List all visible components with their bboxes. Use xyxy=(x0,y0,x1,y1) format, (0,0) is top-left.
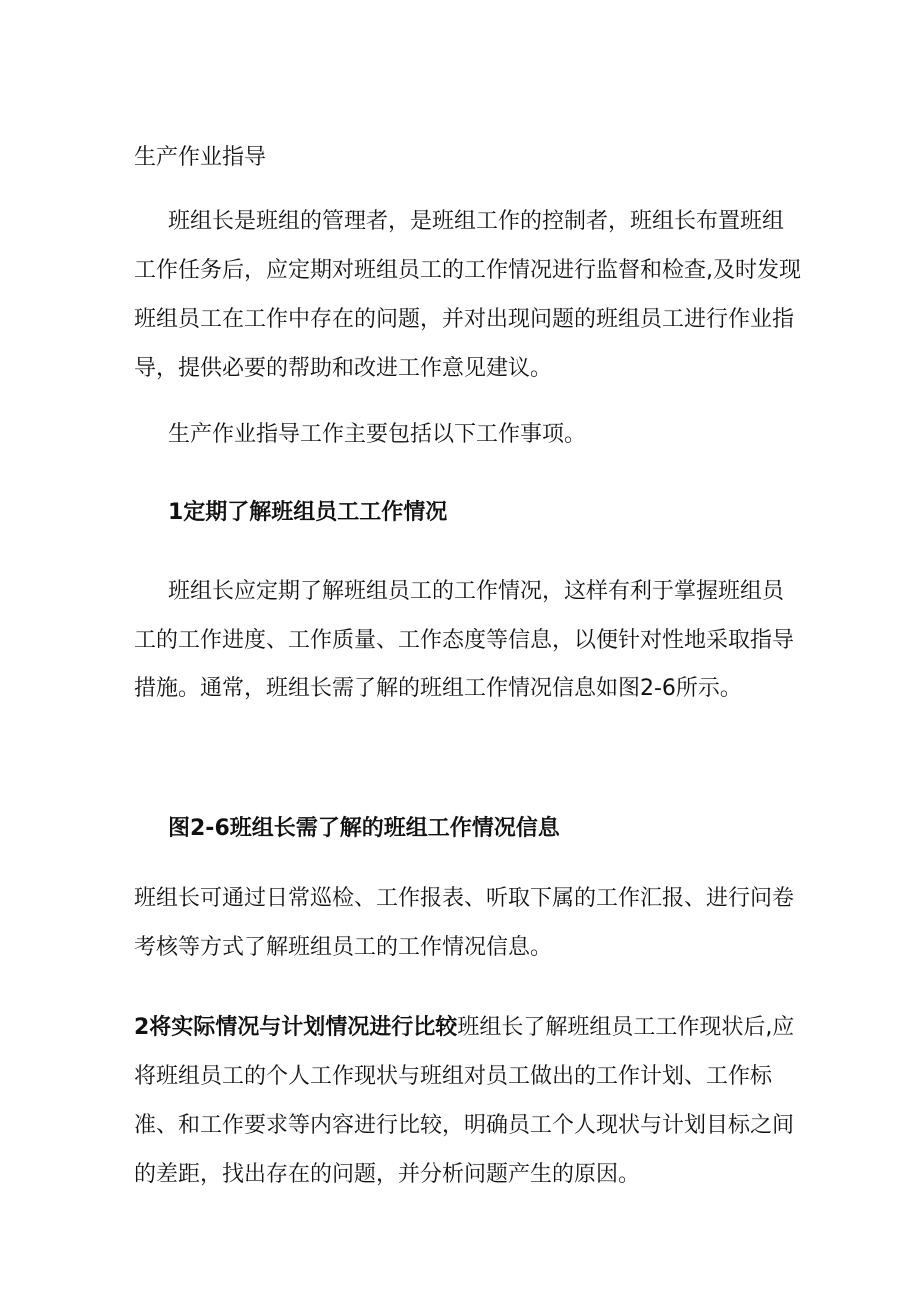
paragraph-3-line-2: 工的工作进度、工作质量、工作态度等信息，以便针对性地采取指导 xyxy=(134,628,795,653)
paragraph-1-line-3: 班组员工在工作中存在的问题，并对出现问题的班组员工进行作业指 xyxy=(134,307,795,332)
paragraph-2: 生产作业指导工作主要包括以下工作事项。 xyxy=(168,422,587,447)
figure-caption: 图2-6班组长需了解的班组工作情况信息 xyxy=(168,816,560,841)
paragraph-5-line-3: 准、和工作要求等内容进行比较，明确员工个人现状与计划目标之间 xyxy=(134,1113,795,1138)
paragraph-4-line-1: 班组长可通过日常巡检、工作报表、听取下属的工作汇报、进行问卷 xyxy=(134,886,795,911)
paragraph-5-line-1 xyxy=(134,1013,794,1043)
heading-2: 2将实际情况与计划情况进行比较 xyxy=(134,1015,458,1040)
paragraph-3-line-1: 班组长应定期了解班组员工的工作情况，这样有利于掌握班组员 xyxy=(168,579,785,604)
paragraph-5-line-4: 的差距，找出存在的问题，并分析问题产生的原因。 xyxy=(134,1162,641,1187)
paragraph-4-line-2: 考核等方式了解班组员工的工作情况信息。 xyxy=(134,935,553,960)
paragraph-5-first-line-rest: 班组长了解班组员工工作现状后,应 xyxy=(457,1015,795,1040)
paragraph-3-line-3: 措施。通常，班组长需了解的班组工作情况信息如图2-6所示。 xyxy=(134,676,742,701)
paragraph-1-line-4: 导，提供必要的帮助和改进工作意见建议。 xyxy=(134,356,553,381)
paragraph-1-line-1: 班组长是班组的管理者，是班组工作的控制者，班组长布置班组 xyxy=(168,209,785,234)
paragraph-1-line-2: 工作任务后，应定期对班组员工的工作情况进行监督和检查,及时发现 xyxy=(134,258,801,283)
heading-1: 1定期了解班组员工工作情况 xyxy=(168,500,448,525)
paragraph-5-line-2: 将班组员工的个人工作现状与班组对员工做出的工作计划、工作标 xyxy=(134,1064,773,1089)
section-title: 生产作业指导 xyxy=(134,145,267,170)
